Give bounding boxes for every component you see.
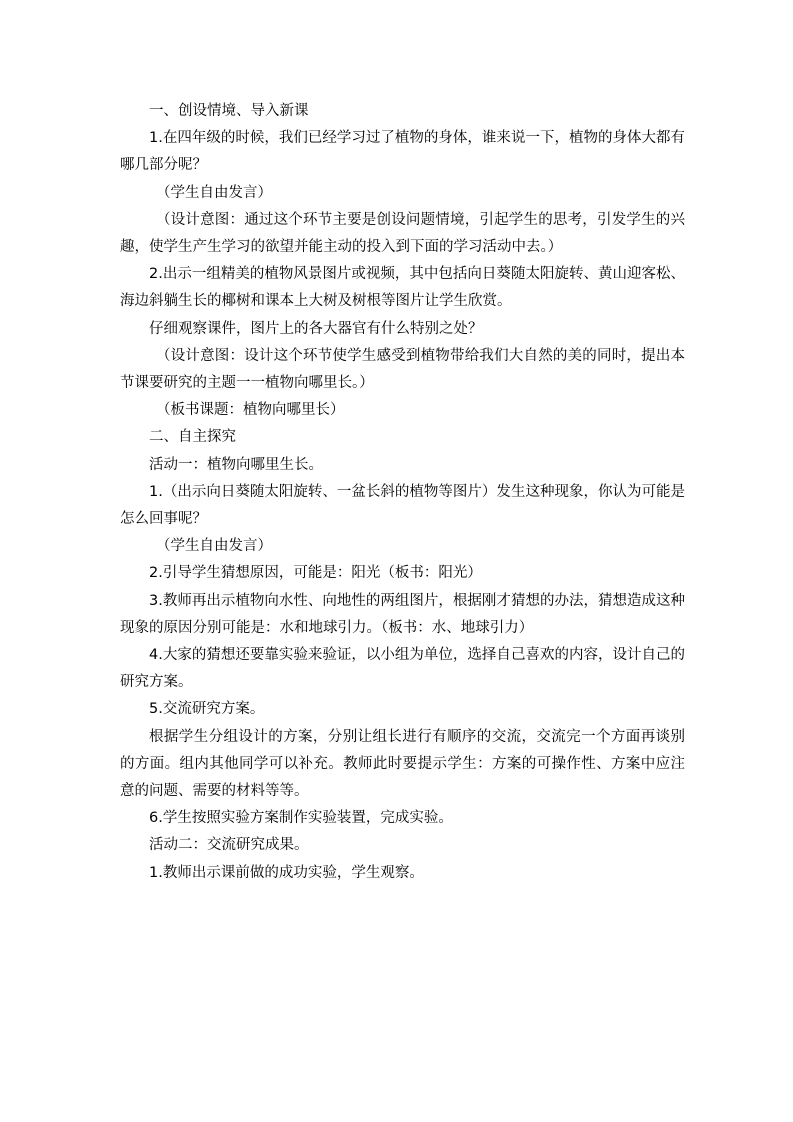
paragraph: 活动一：植物向哪里生长。 <box>149 456 323 473</box>
paragraph: （设计意图：通过这个环节主要是创设问题情境，引起学生的思考，引发学生的兴趣，使学生产生学习的欲望并能主动的投入到下面的学习活动中去。） <box>120 211 685 256</box>
paragraph: （板书课题：植物向哪里长） <box>156 402 345 419</box>
paragraph: （学生自由发言） <box>156 184 272 201</box>
paragraph: 活动二：交流研究成果。 <box>149 837 309 854</box>
paragraph: 4.大家的猜想还要靠实验来验证，以小组为单位，选择自己喜欢的内容，设计自己的研究方案。 <box>120 647 685 691</box>
paragraph: 6.学生按照实验方案制作实验装置，完成实验。 <box>149 810 453 827</box>
paragraph: 2.出示一组精美的植物风景图片或视频，其中包括向日葵随太阳旋转、黄山迎客松、海边斜躺生长的椰树和课本上大树及树根等图片让学生欣赏。 <box>120 266 685 310</box>
paragraph: 5.交流研究方案。 <box>149 701 265 718</box>
section-heading: 二、自主探究 <box>149 429 236 446</box>
paragraph: （学生自由发言） <box>156 538 272 555</box>
paragraph: 2.引导学生猜想原因，可能是：阳光（板书：阳光） <box>149 565 482 582</box>
paragraph: 1.教师出示课前做的成功实验，学生观察。 <box>149 864 424 881</box>
paragraph: 仔细观察课件，图片上的各大器官有什么特别之处？ <box>149 320 483 337</box>
section-heading: 一、创设情境、导入新课 <box>149 103 309 119</box>
paragraph: 1.（出示向日葵随太阳旋转、一盆长斜的植物等图片）发生这种现象，你认为可能是怎么回事呢？ <box>120 483 685 528</box>
document-body <box>120 98 685 887</box>
paragraph: 1.在四年级的时候，我们已经学习过了植物的身体，谁来说一下，植物的身体大都有哪几部分呢？ <box>120 130 685 174</box>
paragraph: 根据学生分组设计的方案，分别让组长进行有顺序的交流，交流完一个方面再谈别的方面。组内其他同学可以补充。教师此时要提示学生：方案的可操作性、方案中应注意的问题、需要的材料等等。 <box>120 728 685 800</box>
paragraph: （设计意图：设计这个环节使学生感受到植物带给我们大自然的美的同时，提出本节课要研究的主题一一植物向哪里长。） <box>120 347 685 392</box>
paragraph: 3.教师再出示植物向水性、向地性的两组图片，根据刚才猜想的办法，猜想造成这种现象的原因分别可能是：水和地球引力。（板书：水、地球引力） <box>120 592 685 636</box>
